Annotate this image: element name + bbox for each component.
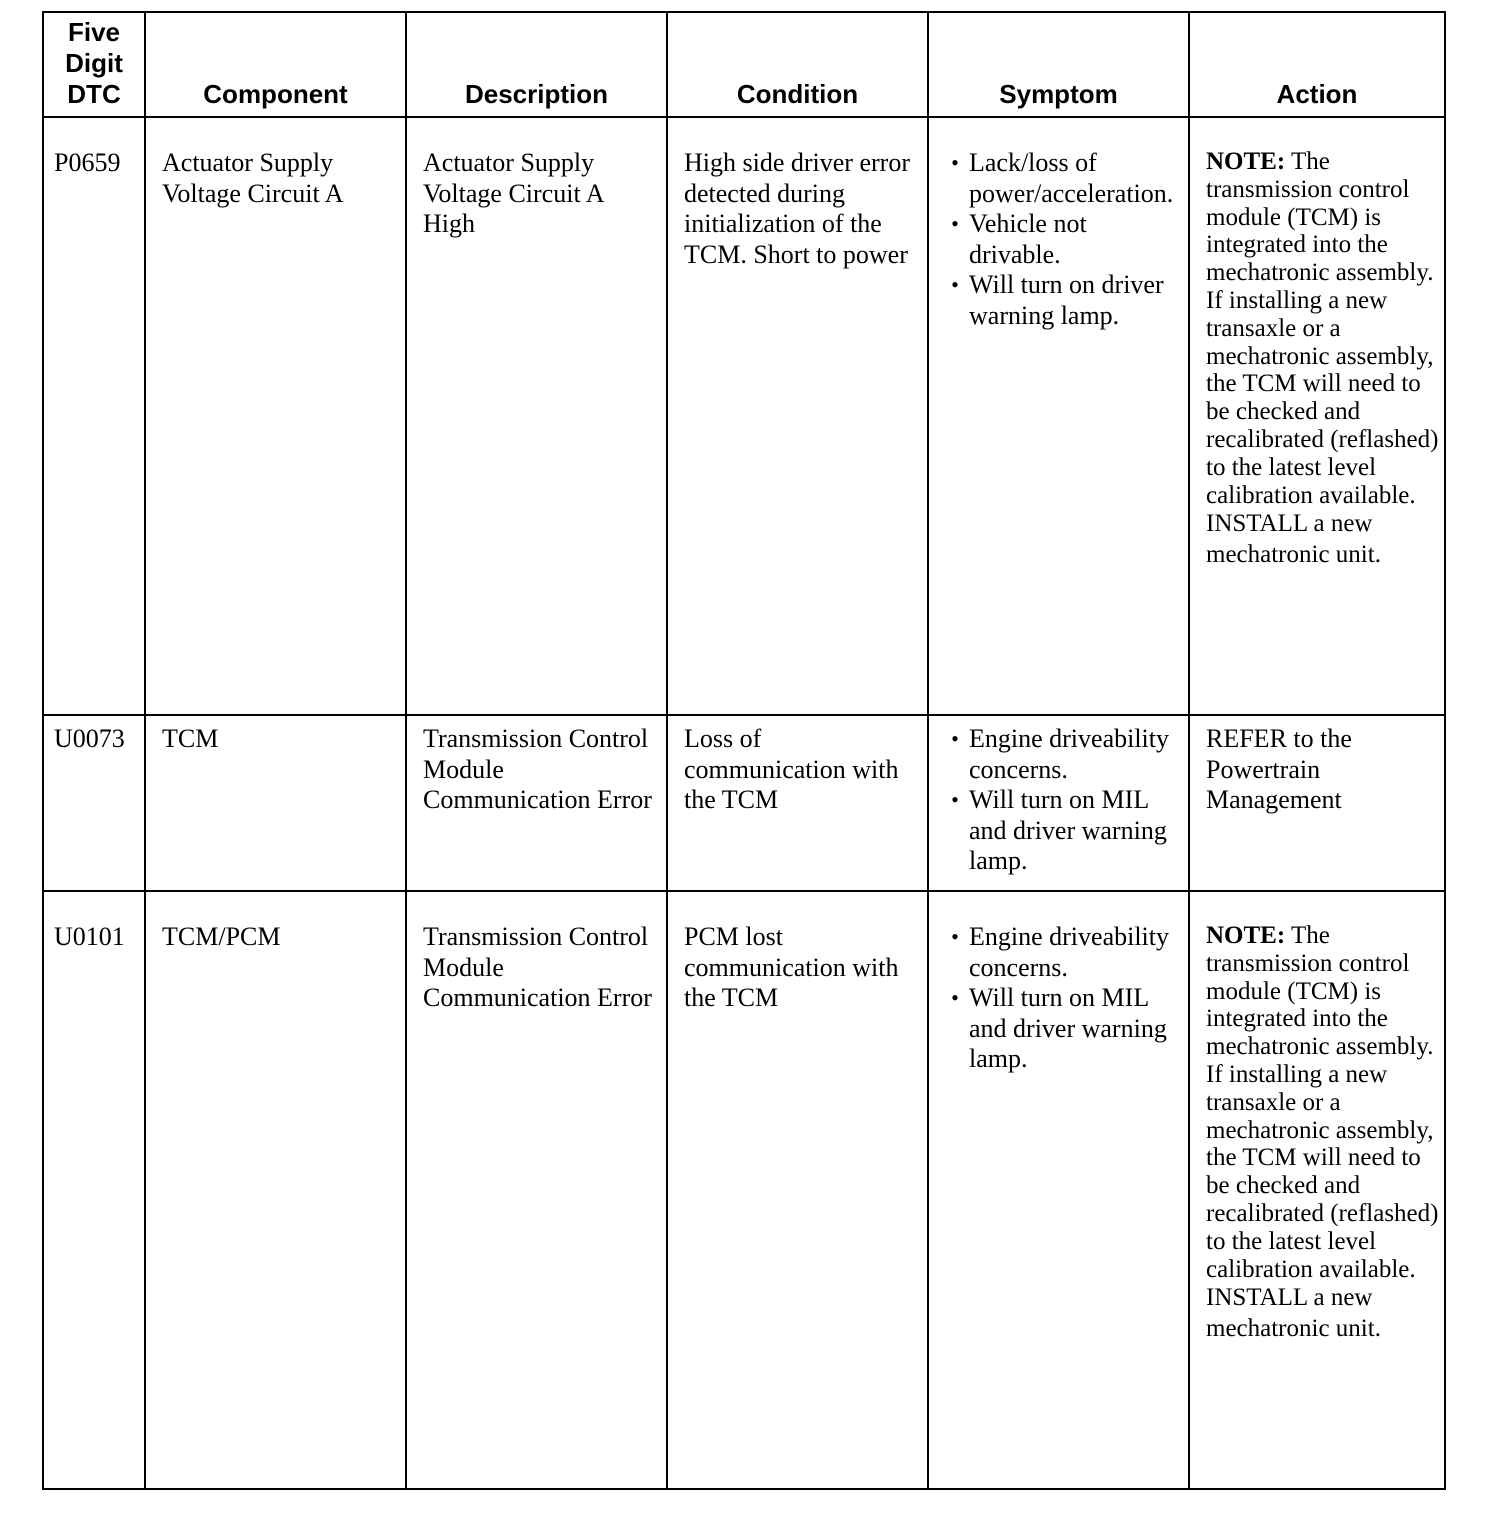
action-install: INSTALL a new mechatronic unit. [1206,1284,1381,1342]
action-note [1206,922,1440,1283]
action-cell: REFER to the Powertrain Management [1189,715,1445,891]
table-row [43,117,1445,715]
action-cell [1189,117,1445,715]
symptom-item: • Vehicle not drivable. [945,209,1182,270]
header-component: Component [145,12,406,117]
bullet-icon: • [951,924,959,949]
symptom-cell [928,715,1189,891]
header-dtc: Five Digit DTC [43,12,145,117]
dtc-code: U0101 [43,891,145,1489]
symptom-item: • Engine driveability concerns. [945,724,1182,785]
symptom-item: • Lack/loss of power/acceleration. [945,148,1182,209]
note-label: NOTE: [1206,148,1286,175]
symptom-item: • Will turn on MIL and driver warning lamp. [945,983,1182,1075]
description-cell: Transmission Control Module Communication Error [406,715,667,891]
action-install: INSTALL a new mechatronic unit. [1206,510,1381,568]
header-action: Action [1189,12,1445,117]
note-text: The transmission control module (TCM) is integrated into the mechatronic assembly. If installing a new transaxle or a mechatronic assembly, the TCM will need to be checked and recalibrated (reflashed) to the latest level calibration available. [1206,922,1439,1283]
component-cell: TCM [145,715,406,891]
symptom-item: • Engine driveability concerns. [945,922,1182,983]
dtc-code: P0659 [43,117,145,715]
table-row [43,715,1445,891]
description-cell: Transmission Control Module Communication Error [406,891,667,1489]
symptom-item: • Will turn on driver warning lamp. [945,270,1182,331]
symptom-item: • Will turn on MIL and driver warning lamp. [945,785,1182,877]
note-label: NOTE: [1206,922,1286,949]
dtc-code: U0073 [43,715,145,891]
header-row [43,12,1445,117]
symptom-cell [928,117,1189,715]
condition-cell: PCM lost communication with the TCM [667,891,928,1489]
symptom-list [945,724,1182,877]
dtc-table [42,11,1446,1490]
header-symptom: Symptom [928,12,1189,117]
component-cell: Actuator Supply Voltage Circuit A [145,117,406,715]
description-cell: Actuator Supply Voltage Circuit A High [406,117,667,715]
condition-cell: Loss of communication with the TCM [667,715,928,891]
note-text: The transmission control module (TCM) is integrated into the mechatronic assembly. If installing a new transaxle or a mechatronic assembly, the TCM will need to be checked and recalibrated (reflashed) to the latest level calibration available. [1206,148,1439,509]
symptom-list [945,922,1182,1075]
header-condition: Condition [667,12,928,117]
component-cell: TCM/PCM [145,891,406,1489]
bullet-icon: • [951,726,959,751]
header-description: Description [406,12,667,117]
symptom-cell [928,891,1189,1489]
action-cell [1189,891,1445,1489]
bullet-icon: • [951,150,959,175]
table-row [43,891,1445,1489]
action-note [1206,148,1440,509]
bullet-icon: • [951,787,959,812]
condition-cell: High side driver error detected during initialization of the TCM. Short to power [667,117,928,715]
bullet-icon: • [951,211,959,236]
symptom-list [945,148,1182,331]
bullet-icon: • [951,985,959,1010]
bullet-icon: • [951,272,959,297]
